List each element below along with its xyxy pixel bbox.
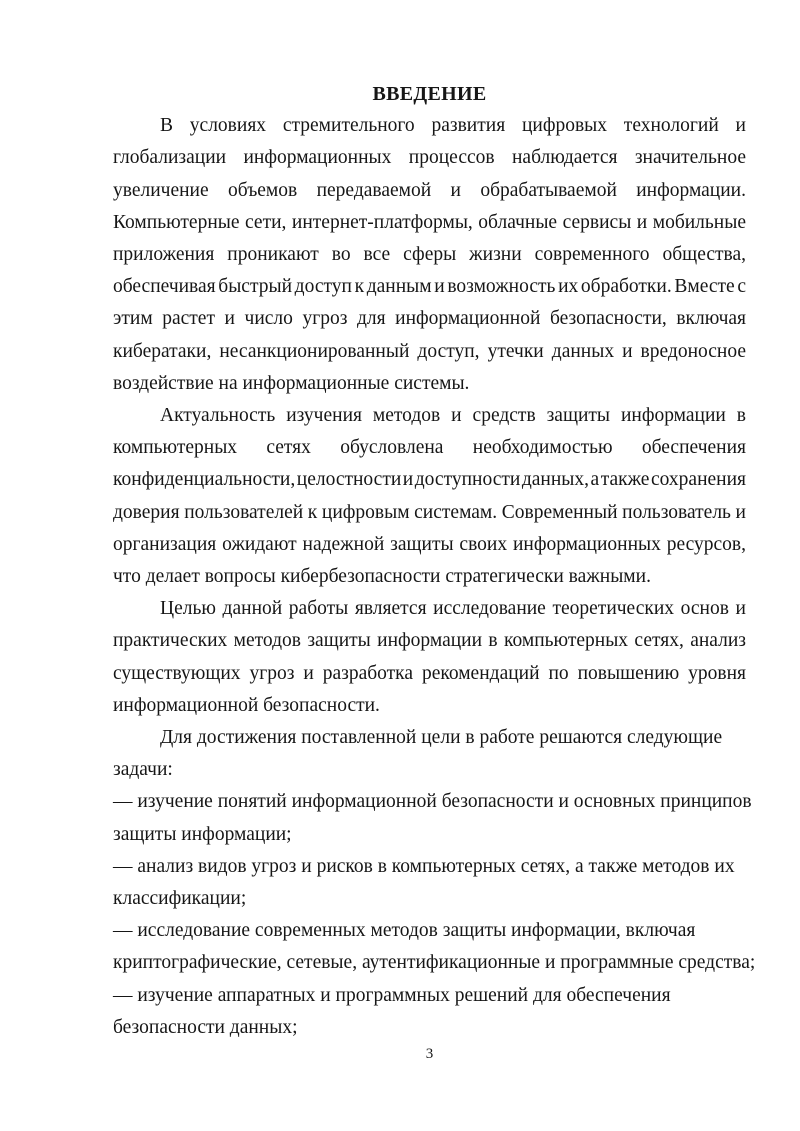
text-line: компьютерных сетях обусловлена необходимостью обеспечения	[113, 437, 746, 459]
text-line: конфиденциальности, целостности и доступности данных, а также сохранения	[113, 469, 746, 491]
paragraph	[113, 400, 746, 593]
list-item	[113, 980, 746, 1044]
list-item	[113, 915, 756, 979]
paragraph	[113, 593, 746, 722]
list-item	[113, 851, 746, 915]
page-title: ВВЕДЕНИЕ	[372, 83, 487, 105]
text-line: задачи:	[113, 759, 173, 781]
text-line: этим растет и число угроз для информационной безопасности, включая	[113, 308, 746, 330]
text-line: доверия пользователей к цифровым системам. Современный пользователь и	[113, 501, 746, 523]
text-line: В условиях стремительного развития цифровых технологий и	[160, 115, 746, 137]
text-line: обеспечивая быстрый доступ к данным и возможность их обработки. Вместе с	[113, 276, 746, 298]
text-line: воздействие на информационные системы.	[113, 372, 470, 394]
text-line: криптографические, сетевые, аутентификационные и программные средства;	[113, 952, 756, 974]
text-line: — изучение аппаратных и программных решений для обеспечения	[113, 984, 671, 1006]
text-line: Целью данной работы является исследование теоретических основ и	[160, 598, 746, 620]
text-line: — изучение понятий информационной безопасности и основных принципов	[113, 791, 752, 813]
text-line: классификации;	[113, 888, 247, 910]
text-line: что делает вопросы кибербезопасности стратегически важными.	[113, 566, 651, 588]
text-line: безопасности данных;	[113, 1016, 298, 1038]
text-line: Для достижения поставленной цели в работе решаются следующие	[160, 727, 723, 749]
text-line: Компьютерные сети, интернет-платформы, облачные сервисы и мобильные	[113, 211, 746, 233]
text-line: кибератаки, несанкционированный доступ, утечки данных и вредоносное	[113, 340, 746, 362]
text-line: — исследование современных методов защиты информации, включая	[113, 920, 696, 942]
document-content	[113, 78, 756, 1044]
text-line: практических методов защиты информации в компьютерных сетях, анализ	[113, 630, 746, 652]
text-line: защиты информации;	[113, 823, 292, 845]
text-line: Актуальность изучения методов и средств защиты информации в	[160, 405, 746, 427]
list-item	[113, 786, 752, 850]
document-body	[113, 110, 756, 1044]
paragraph	[113, 110, 746, 400]
text-line: увеличение объемов передаваемой и обрабатываемой информации.	[113, 179, 746, 201]
text-line: — анализ видов угроз и рисков в компьютерных сетях, а также методов их	[113, 855, 735, 877]
paragraph	[113, 722, 746, 786]
text-line: существующих угроз и разработка рекомендаций по повышению уровня	[113, 662, 746, 684]
text-line: глобализации информационных процессов наблюдается значительное	[113, 147, 746, 169]
text-line: организация ожидают надежной защиты своих информационных ресурсов,	[113, 533, 746, 555]
page-number: 3	[425, 1046, 434, 1062]
text-line: информационной безопасности.	[113, 694, 380, 716]
text-line: приложения проникают во все сферы жизни современного общества,	[113, 244, 746, 266]
